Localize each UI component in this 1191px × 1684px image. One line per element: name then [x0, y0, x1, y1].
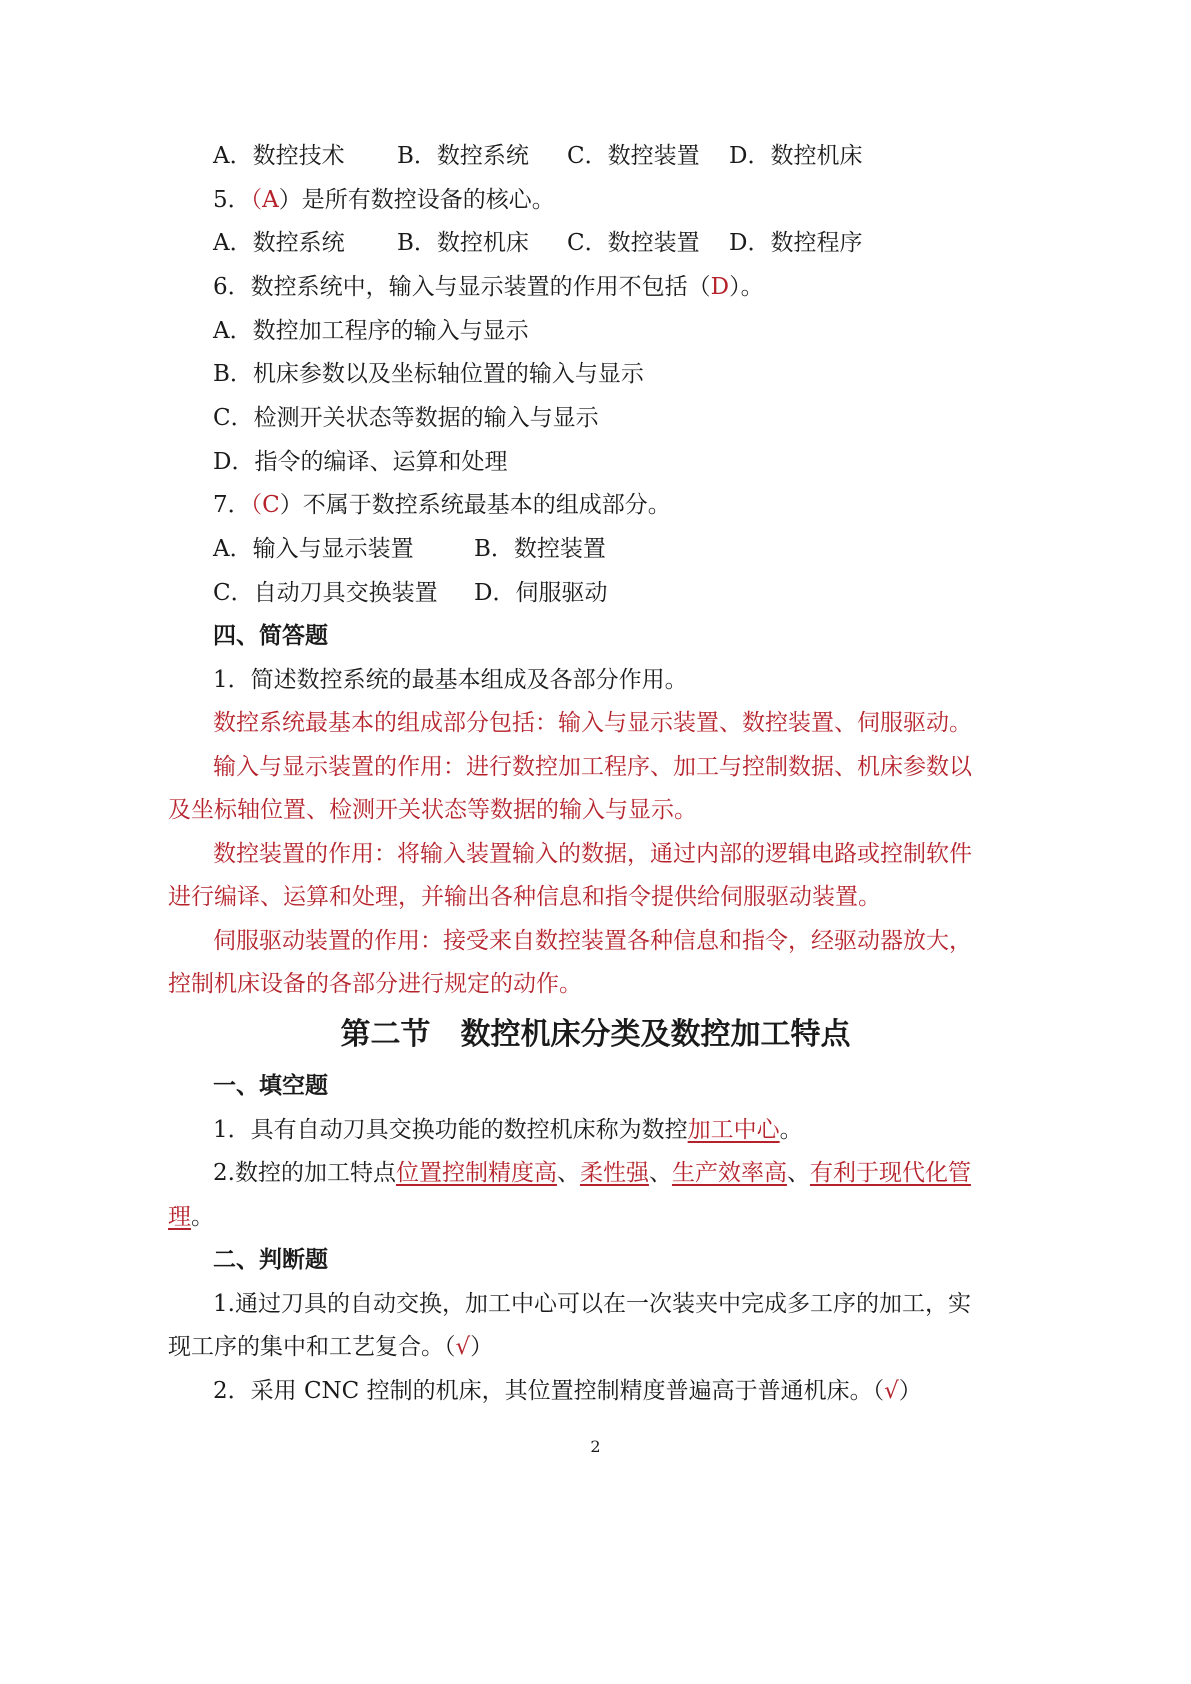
q5-option-b: B．数控机床 — [397, 230, 529, 256]
judge-q1-answer: √ — [455, 1334, 471, 1360]
q5-option-c: C．数控装置 — [567, 230, 700, 256]
fill-q2-answer-4-cont: 理 — [168, 1204, 191, 1230]
q6-option-b: B．机床参数以及坐标轴位置的输入与显示 — [213, 361, 644, 387]
q7-number: 7． — [213, 492, 251, 518]
q6-answer: D — [710, 274, 730, 300]
judge-q2-answer: √ — [884, 1378, 899, 1404]
fill-question-2-cont — [168, 1202, 214, 1232]
fill-q2-sep-2: 、 — [648, 1160, 672, 1186]
fill-q1-suffix: 。 — [779, 1117, 803, 1143]
question-5 — [213, 185, 555, 215]
fill-q2-answer-2: 柔性强 — [579, 1160, 649, 1186]
section-heading-fill-blank: 一、填空题 — [213, 1072, 328, 1099]
section-title: 第二节 数控机床分类及数控加工特点 — [340, 1017, 851, 1052]
fill-q2-answer-1: 位置控制精度高 — [395, 1160, 557, 1186]
q7-option-b: B．数控装置 — [474, 536, 606, 562]
q7-answer: C — [262, 492, 280, 518]
answer-line-5: 进行编译、运算和处理，并输出各种信息和指令提供给伺服驱动装置。 — [168, 884, 881, 910]
q5-number: 5． — [213, 187, 251, 213]
judge-q1-text: 现工序的集中和工艺复合。（ — [168, 1334, 456, 1360]
q7-text: ）不属于数控系统最基本的组成部分。 — [279, 492, 671, 518]
q7-option-d: D．伺服驱动 — [474, 580, 608, 606]
section-heading-short-answer: 四、简答题 — [213, 622, 328, 649]
answer-line-6: 伺服驱动装置的作用：接受来自数控装置各种信息和指令，经驱动器放大， — [213, 928, 972, 954]
fill-q2-prefix: 2.数控的加工特点 — [213, 1160, 396, 1186]
answer-line-4: 数控装置的作用：将输入装置输入的数据，通过内部的逻辑电路或控制软件 — [213, 841, 972, 867]
judge-question-1-line-1: 1.通过刀具的自动交换，加工中心可以在一次装夹中完成多工序的加工，实 — [213, 1291, 971, 1317]
q5-option-d: D．数控程序 — [729, 230, 863, 256]
q5-option-a: A．数控系统 — [213, 230, 345, 256]
section-heading-judgment: 二、判断题 — [213, 1246, 328, 1273]
q7-open: （ — [250, 492, 263, 518]
judge-q2-close: ） — [898, 1378, 922, 1404]
q4-option-a: A．数控技术 — [213, 143, 345, 169]
fill-question-2 — [213, 1158, 971, 1188]
q6-option-c: C．检测开关状态等数据的输入与显示 — [213, 405, 599, 431]
fill-q1-prefix: 1．具有自动刀具交换功能的数控机床称为数控 — [213, 1117, 688, 1143]
short-answer-question-1: 1．简述数控系统的最基本组成及各部分作用。 — [213, 667, 688, 693]
q5-open: （ — [250, 187, 263, 213]
fill-q2-answer-4: 有利于现代化管 — [809, 1160, 971, 1186]
answer-line-1: 数控系统最基本的组成部分包括：输入与显示装置、数控装置、伺服驱动。 — [213, 710, 972, 736]
answer-line-7: 控制机床设备的各部分进行规定的动作。 — [168, 971, 582, 997]
fill-q2-end: 。 — [191, 1204, 214, 1230]
q6-option-a: A．数控加工程序的输入与显示 — [213, 318, 529, 344]
answer-line-3: 及坐标轴位置、检测开关状态等数据的输入与显示。 — [168, 797, 697, 823]
q6-option-d: D．指令的编译、运算和处理 — [213, 449, 508, 475]
q4-option-c: C．数控装置 — [567, 143, 700, 169]
fill-q2-sep-3: 、 — [786, 1160, 810, 1186]
judge-question-2 — [213, 1376, 922, 1406]
q6-text: 6．数控系统中，输入与显示装置的作用不包括（ — [213, 274, 711, 300]
judge-q1-close: ） — [470, 1334, 494, 1360]
fill-question-1 — [213, 1115, 803, 1145]
page-number: 2 — [590, 1437, 601, 1456]
q5-answer: A — [262, 187, 279, 213]
q6-close: ）。 — [729, 274, 764, 300]
q4-option-d: D．数控机床 — [729, 143, 863, 169]
q7-option-c: C．自动刀具交换装置 — [213, 580, 438, 606]
q5-text: ）是所有数控设备的核心。 — [278, 187, 555, 213]
judge-question-1-line-2 — [168, 1332, 493, 1362]
fill-q1-answer: 加工中心 — [687, 1117, 780, 1143]
question-6 — [213, 272, 764, 302]
q4-option-b: B．数控系统 — [397, 143, 529, 169]
fill-q2-sep-1: 、 — [556, 1160, 580, 1186]
question-7 — [213, 490, 671, 520]
q7-option-a: A．输入与显示装置 — [213, 536, 414, 562]
judge-q2-text: 2．采用 CNC 控制的机床，其位置控制精度普遍高于普通机床。（ — [213, 1378, 885, 1404]
fill-q2-answer-3: 生产效率高 — [671, 1160, 787, 1186]
answer-line-2: 输入与显示装置的作用：进行数控加工程序、加工与控制数据、机床参数以 — [213, 754, 972, 780]
